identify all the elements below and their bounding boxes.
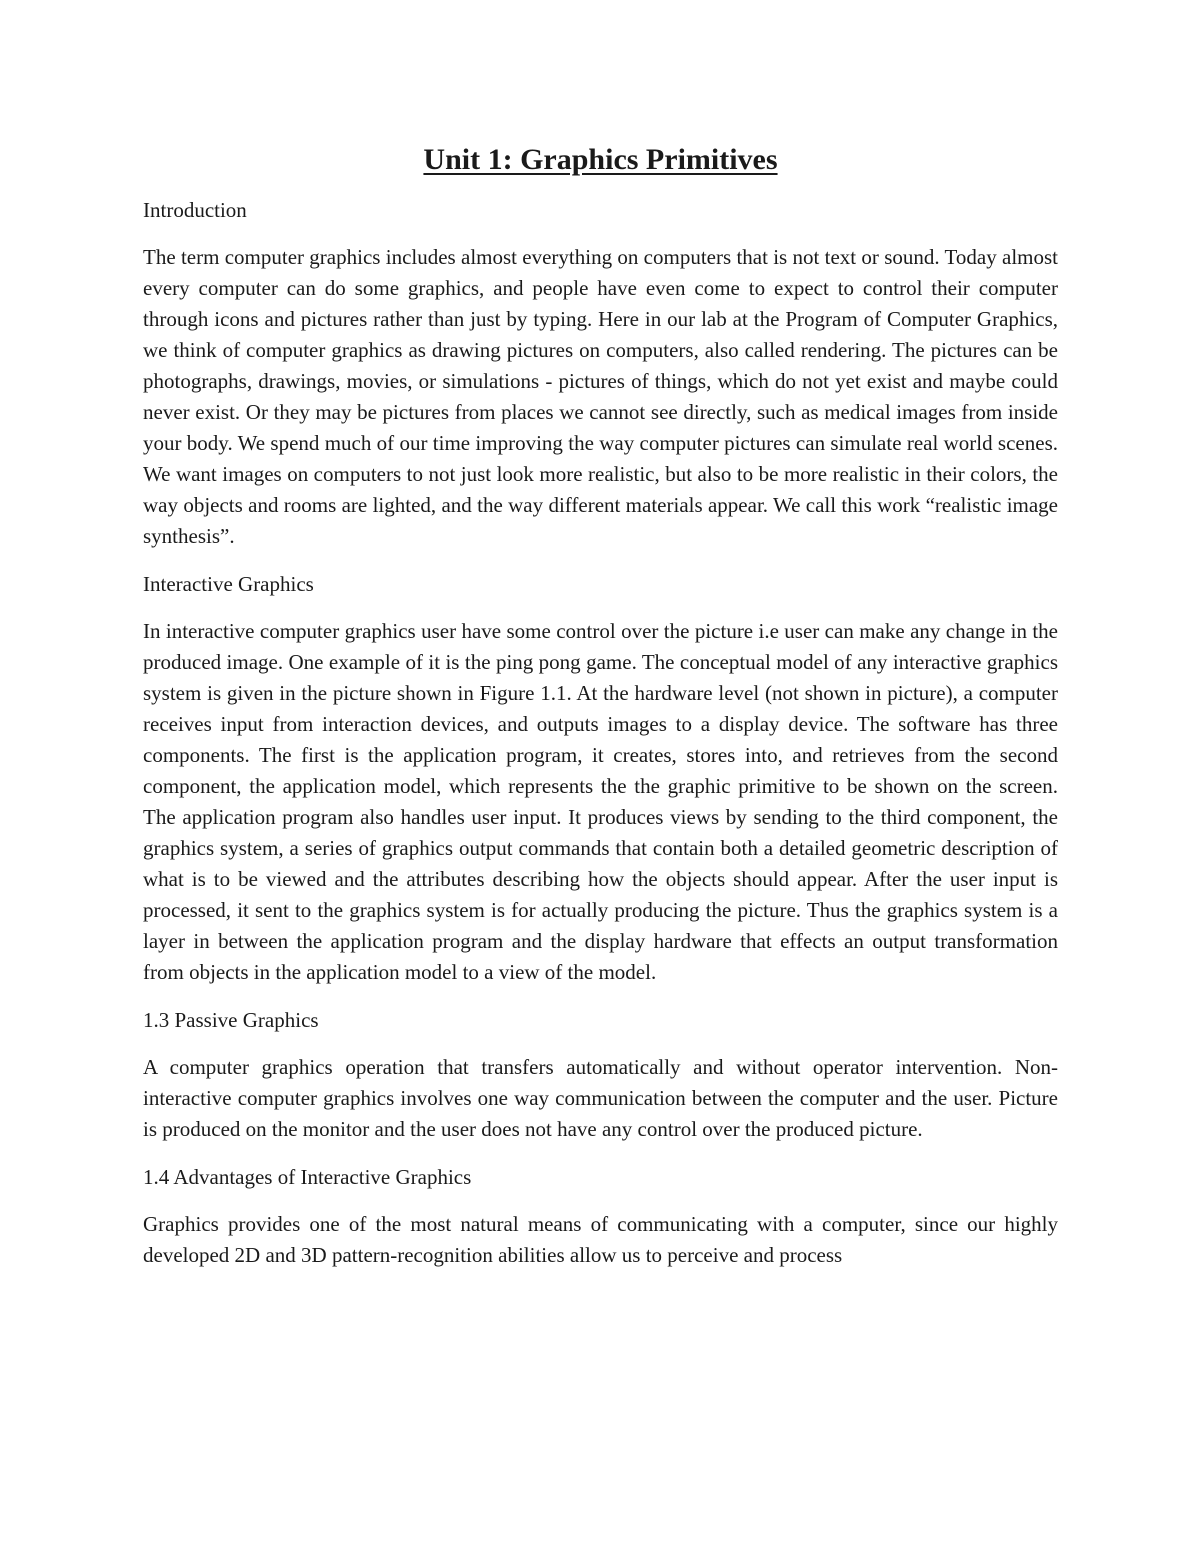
page-title: Unit 1: Graphics Primitives [423,143,778,176]
section-paragraph: In interactive computer graphics user have some control over the picture i.e user can make any change in the produced image. One example of it is the ping pong game. The conceptual model of any interactive graphics system is given in the picture shown in Figure 1.1. At the hardware level (not shown in picture), a computer receives input from interaction devices, and outputs images to a display device. The software has three components. The first is the application program, it creates, stores into, and retrieves from the second component, the application model, which represents the the graphic primitive to be shown on the screen. The application program also handles user input. It produces views by sending to the third component, the graphics system, a series of graphics output commands that contain both a detailed geometric description of what is to be viewed and the attributes describing how the objects should appear. After the user input is processed, it sent to the graphics system is for actually producing the picture. Thus the graphics system is a layer in between the application program and the display hardware that effects an output transformation from objects in the application model to a view of the model. [143,619,1058,984]
section-paragraph: The term computer graphics includes almost everything on computers that is not text or sound. Today almost every computer can do some graphics, and people have even come to expect to control their computer through icons and pictures rather than just by typing. Here in our lab at the Program of Computer Graphics, we think of computer graphics as drawing pictures on computers, also called rendering. The pictures can be photographs, drawings, movies, or simulations - pictures of things, which do not yet exist and maybe could never exist. Or they may be pictures from places we cannot see directly, such as medical images from inside your body. We spend much of our time improving the way computer pictures can simulate real world scenes. We want images on computers to not just look more realistic, but also to be more realistic in their colors, the way objects and rooms are lighted, and the way different materials appear. We call this work “realistic image synthesis”. [143,245,1058,548]
section-advantages [143,1163,1058,1271]
section-heading: Interactive Graphics [143,572,314,596]
section-interactive-graphics [143,570,1058,988]
document-page [143,138,1058,1289]
section-passive-graphics [143,1006,1058,1145]
section-paragraph: Graphics provides one of the most natural means of communicating with a computer, since our highly developed 2D and 3D pattern-recognition abilities allow us to perceive and process [143,1212,1058,1267]
section-paragraph: A computer graphics operation that transfers automatically and without operator intervention. Non-interactive computer graphics involves one way communication between the computer and the user. Picture is produced on the monitor and the user does not have any control over the produced picture. [143,1055,1058,1141]
section-heading: Introduction [143,198,247,222]
section-introduction [143,196,1058,552]
section-heading: 1.4 Advantages of Interactive Graphics [143,1165,472,1189]
section-heading: 1.3 Passive Graphics [143,1008,319,1032]
